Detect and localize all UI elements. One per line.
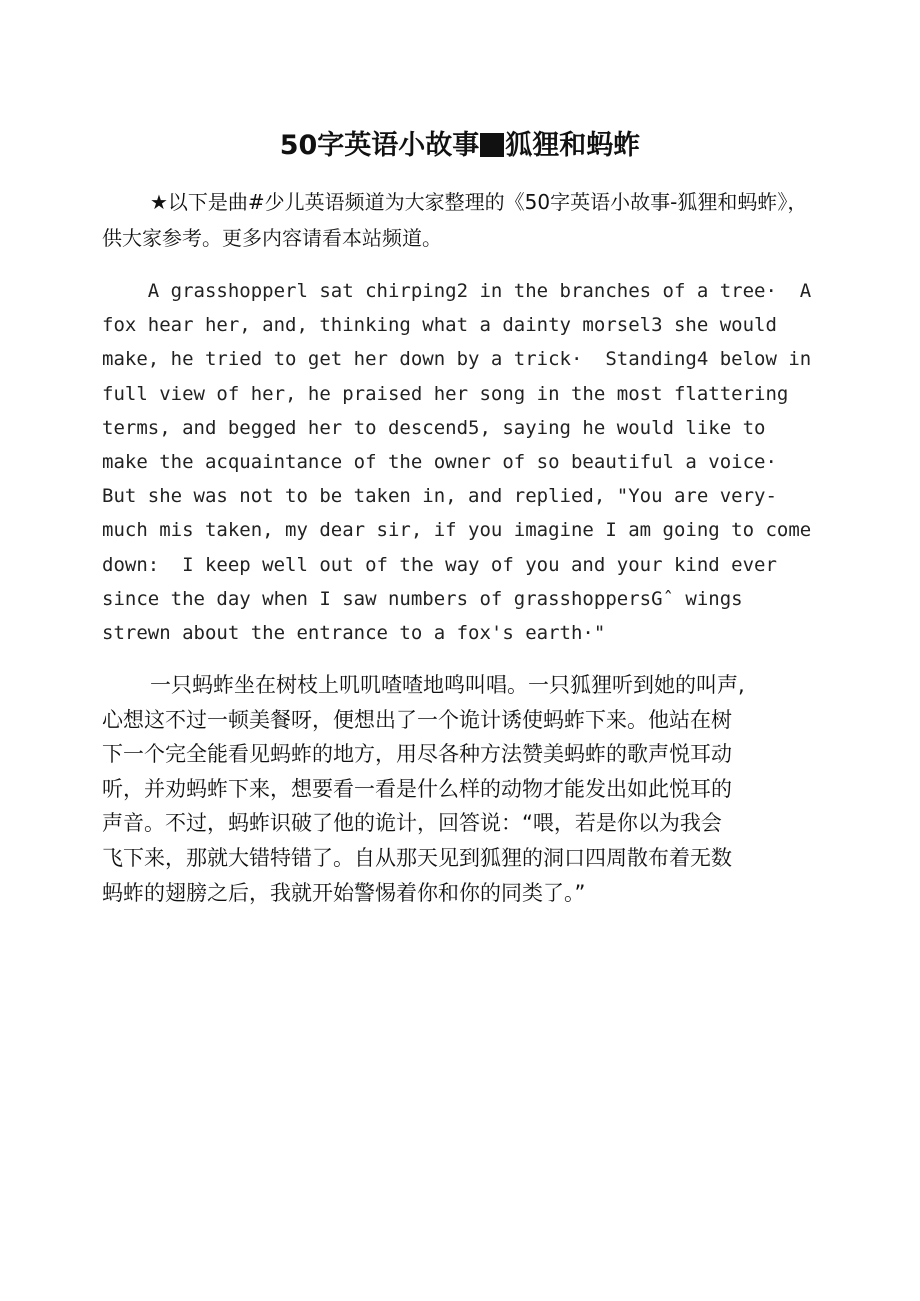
english-line: strewn about the entrance to a fox's earth·": [102, 622, 606, 645]
english-line: since the day when I saw numbers of grasshoppersGˆ wings: [102, 587, 743, 610]
chinese-line: 一只蚂蚱坐在树枝上叽叽喳喳地鸣叫唱。一只狐狸听到她的叫声,: [150, 673, 745, 697]
english-story-paragraph: [102, 274, 818, 650]
chinese-translation-paragraph: [102, 668, 818, 910]
english-line: make, he tried to get her down by a trick· Standing4 below in: [102, 348, 812, 371]
english-line: fox hear her, and, thinking what a dainty morsel3 she would: [102, 314, 777, 337]
title-text-after: 狐狸和蚂蚱: [505, 130, 641, 161]
english-line: down: I keep well out of the way of you and your kind ever: [102, 553, 777, 576]
english-line: full view of her, he praised her song in the most flattering: [102, 382, 789, 405]
chinese-line: 听，并劝蚂蚱下来，想要看一看是什么样的动物才能发出如此悦耳的: [102, 776, 732, 801]
black-square-icon: [480, 133, 504, 157]
chinese-line: 心想这不过一顿美餐呀，便想出了一个诡计诱使蚂蚱下来。他站在树: [102, 707, 732, 732]
english-line: make the acquaintance of the owner of so beautiful a voice·: [102, 451, 777, 474]
intro-paragraph: ★以下是曲#少儿英语频道为大家整理的《50字英语小故事-狐狸和蚂蚱》，供大家参考。更多内容请看本站频道。: [102, 190, 808, 250]
page-title: [0, 124, 920, 168]
english-line: A grasshopperl sat chirping2 in the branches of a tree· A: [102, 280, 812, 302]
title-text-before: 50字英语小故事: [279, 130, 480, 161]
chinese-line: 蚂蚱的翅膀之后，我就开始警惕着你和你的同类了。”: [102, 880, 586, 905]
chinese-line: 飞下来，那就大错特错了。自从那天见到狐狸的洞口四周散布着无数: [102, 845, 732, 870]
english-line: But she was not to be taken in, and replied, "You are very-: [102, 485, 777, 508]
english-line: terms, and begged her to descend5, saying he would like to: [102, 416, 766, 439]
english-line: much mis taken, my dear sir, if you imagine I am going to come: [102, 519, 812, 542]
chinese-line: 下一个完全能看见蚂蚱的地方，用尽各种方法赞美蚂蚱的歌声悦耳动: [102, 742, 732, 767]
chinese-line: 声音。不过，蚂蚱识破了他的诡计，回答说：“喂，若是你以为我会: [102, 811, 722, 836]
